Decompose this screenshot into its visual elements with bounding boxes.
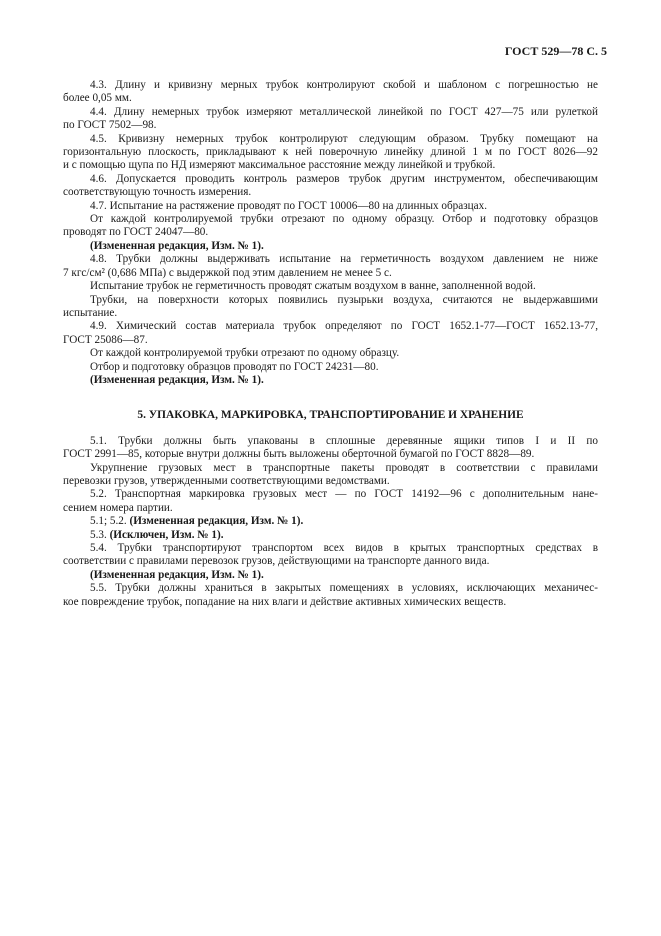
text-line	[63, 200, 598, 213]
text-line	[63, 334, 598, 347]
line-text: соответствующую точность измерения.	[63, 186, 252, 199]
text-line	[63, 106, 598, 119]
text-line	[63, 92, 598, 105]
line-text: 4.8. Трубки должны выдерживать испытание на герметичность воздухом давлением не ниже	[90, 253, 598, 266]
text-line	[63, 133, 598, 146]
text-line	[63, 213, 598, 226]
text-line	[63, 435, 598, 448]
line-text: 7 кгс/см² (0,686 МПа) с выдержкой под этим давлением не менее 5 с.	[63, 266, 392, 279]
line-text: Укрупнение грузовых мест в транспортные пакеты проводят в соответствии с правилами	[90, 461, 598, 474]
text-line	[63, 502, 598, 515]
text-line	[63, 347, 598, 360]
text-line	[63, 159, 598, 172]
text-line	[63, 555, 598, 568]
text-line	[63, 146, 598, 159]
section-5-heading: 5. УПАКОВКА, МАРКИРОВКА, ТРАНСПОРТИРОВАНИЕ И ХРАНЕНИЕ	[137, 409, 524, 422]
revision-note: (Исключен, Изм. № 1).	[109, 528, 224, 541]
line-text: 4.9. Химический состав материала трубок определяют по ГОСТ 1652.1-77—ГОСТ 1652.13-77,	[90, 320, 598, 333]
text-line	[63, 240, 598, 253]
line-text: 4.4. Длину немерных трубок измеряют металлической линейкой по ГОСТ 427—75 или рулеткой	[90, 105, 598, 118]
text-line	[63, 515, 598, 528]
text-line	[63, 226, 598, 239]
section-5-text	[63, 435, 598, 609]
text-line	[63, 448, 598, 461]
document-body	[63, 79, 598, 609]
line-text: соответствии с правилами перевозок грузов, действующими на транспорте данного вида.	[63, 555, 490, 568]
text-line	[63, 582, 598, 595]
text-line	[63, 361, 598, 374]
text-line	[63, 596, 598, 609]
line-text: 5.4. Трубки транспортируют транспортом всех видов в крытых транспортных средствах в	[90, 542, 598, 554]
line-text: горизонтальную плоскость, прикладывают к ней поверочную линейку длиной 1 м по ГОСТ 8026—92	[63, 146, 598, 159]
text-line	[63, 320, 598, 333]
text-line	[63, 542, 598, 555]
text-line	[63, 488, 598, 501]
text-line	[63, 119, 598, 132]
text-line	[63, 280, 598, 293]
text-line	[63, 267, 598, 280]
text-line	[63, 307, 598, 320]
text-line	[63, 173, 598, 186]
line-text: более 0,05 мм.	[63, 92, 132, 105]
line-text: испытание.	[63, 306, 118, 319]
line-text: 4.5. Кривизну немерных трубок контролируют следующим образом. Трубку помещают на	[90, 132, 598, 145]
line-text: Отбор и подготовку образцов проводят по ГОСТ 24231—80.	[90, 360, 379, 373]
line-text: кое повреждение трубок, попадание на них влаги и действие активных химических веществ.	[63, 595, 507, 608]
line-text: 5.1. Трубки должны быть упакованы в сплошные деревянные ящики типов I и II по	[90, 434, 598, 447]
line-text: ГОСТ 2991—85, которые внутри должны быть выложены оберточной бумагой по ГОСТ 8828—89.	[63, 448, 535, 461]
line-text: 5.1; 5.2.	[90, 515, 130, 528]
text-line	[63, 186, 598, 199]
line-text: Трубки, на поверхности которых появились пузырьки воздуха, считаются не выдержавшими	[90, 293, 598, 306]
line-text: сением номера партии.	[63, 501, 173, 514]
line-text: От каждой контролируемой трубки отрезают по одному образцу.	[90, 347, 400, 360]
line-text: (Измененная редакция, Изм. № 1).	[90, 239, 264, 252]
text-line	[63, 253, 598, 266]
text-line	[63, 462, 598, 475]
line-text: перевозки грузов, утвержденными соответствующими ведомствами.	[63, 474, 390, 487]
line-text: (Измененная редакция, Изм. № 1).	[90, 373, 264, 386]
text-line	[63, 79, 598, 92]
line-text: (Измененная редакция, Изм. № 1).	[90, 568, 264, 581]
line-text: От каждой контролируемой трубки отрезают по одному образцу. Отбор и подготовку образцов	[90, 213, 598, 226]
line-text: 4.6. Допускается проводить контроль размеров трубок другим инструментом, обеспечивающим	[90, 172, 598, 185]
line-text: 4.3. Длину и кривизну мерных трубок контролируют скобой и шаблоном с погрешностью не	[90, 79, 598, 91]
line-text: и с помощью щупа по НД измеряют максимальное расстояние между линейкой и трубкой.	[63, 159, 496, 172]
line-text: 5.2. Транспортная маркировка грузовых мест — по ГОСТ 14192—96 с дополнительным нане-	[90, 488, 598, 501]
section-4-text	[63, 79, 598, 387]
line-text: Испытание трубок не герметичность проводят сжатым воздухом в ванне, заполненной водой.	[90, 280, 536, 293]
line-text: 4.7. Испытание на растяжение проводят по ГОСТ 10006—80 на длинных образцах.	[90, 199, 487, 212]
text-line	[63, 569, 598, 582]
revision-note: (Измененная редакция, Изм. № 1).	[129, 515, 304, 528]
text-line	[63, 475, 598, 488]
line-text: 5.5. Трубки должны храниться в закрытых помещениях в условиях, исключающих механичес-	[90, 582, 598, 595]
line-text: проводят по ГОСТ 24047—80.	[63, 226, 209, 239]
line-text: по ГОСТ 7502—98.	[63, 119, 157, 132]
text-line	[63, 529, 598, 542]
line-text: 5.3.	[90, 528, 110, 541]
text-line	[63, 374, 598, 387]
page-header: ГОСТ 529—78 С. 5	[504, 44, 607, 58]
line-text: ГОСТ 25086—87.	[63, 333, 148, 346]
text-line	[63, 294, 598, 307]
